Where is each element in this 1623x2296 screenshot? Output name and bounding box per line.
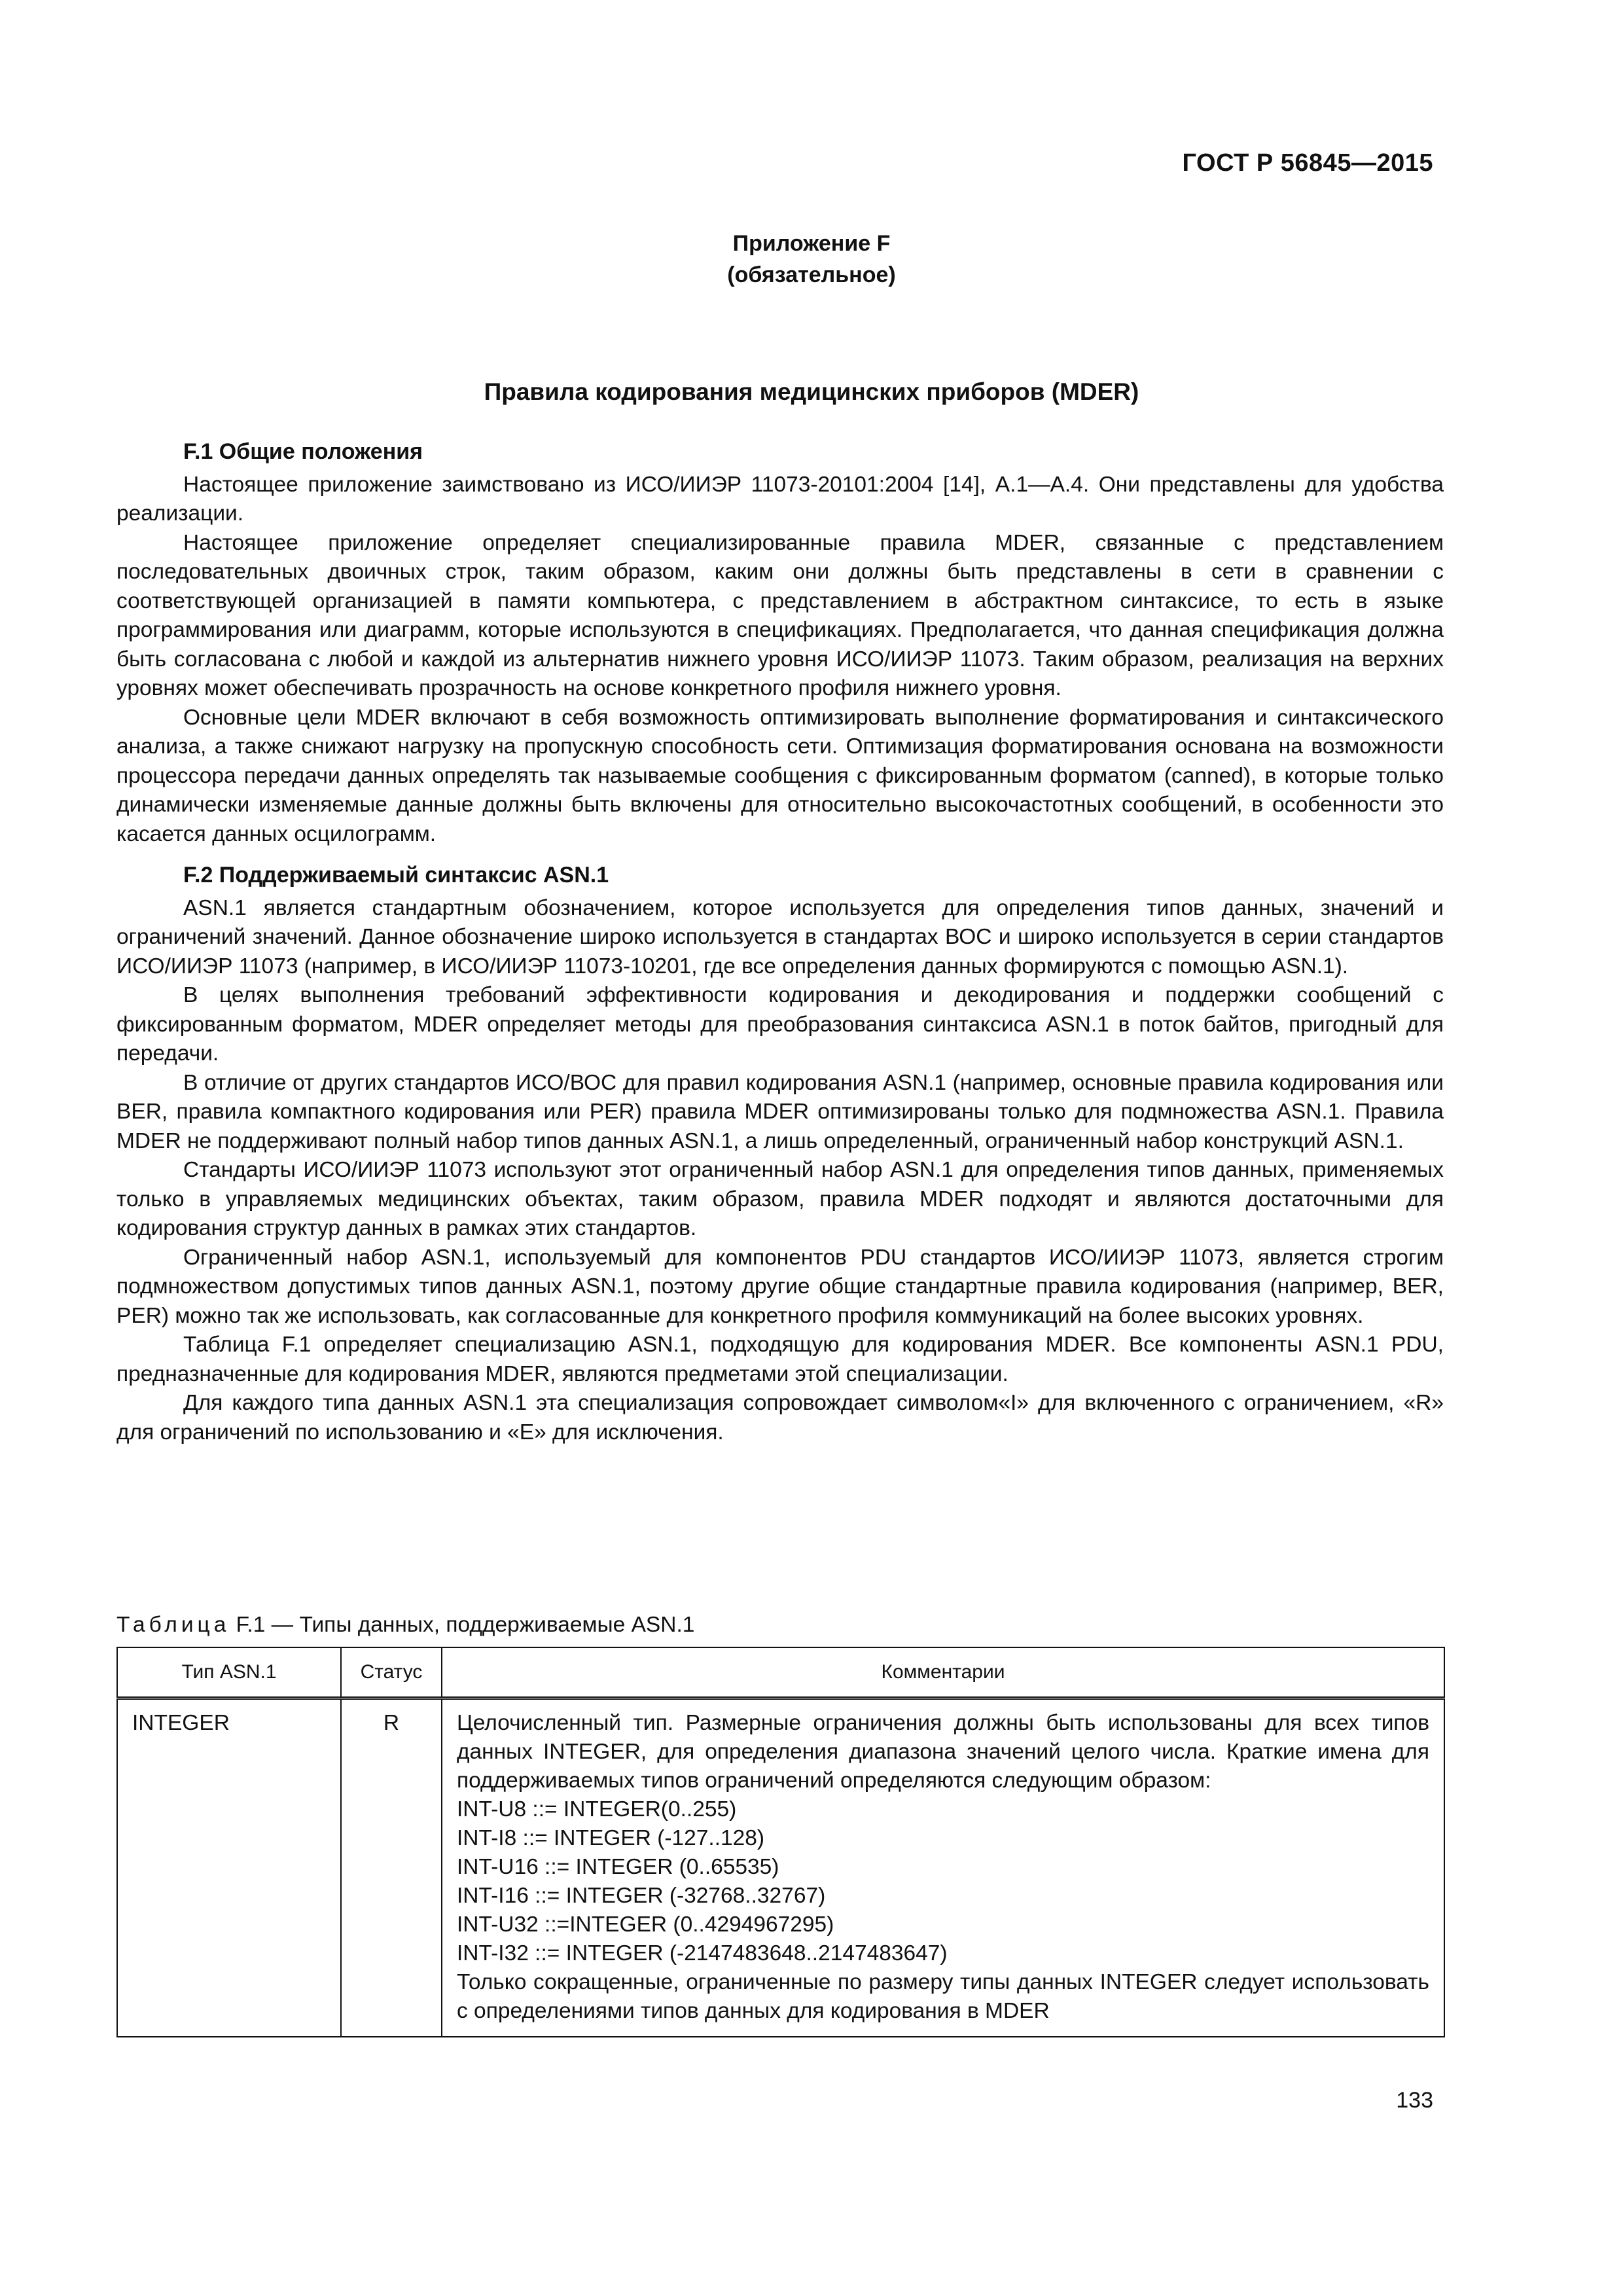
table-header-row	[117, 1647, 1444, 1698]
comment-intro: Целочисленный тип. Размерные ограничения должны быть использованы для всех типов данных INTEGER, для определения диапазона значений целого числа. Краткие имена для поддерживаемых типов ограничений определяются следующим образом:	[457, 1711, 1429, 1793]
cell-comment	[442, 1698, 1444, 2037]
type-definition: INT-U8 ::= INTEGER(0..255)	[457, 1797, 737, 1821]
type-definition: INT-I16 ::= INTEGER (-32768..32767)	[457, 1884, 826, 1908]
appendix-title: Приложение F	[732, 231, 891, 256]
paragraph: Ограниченный набор ASN.1, используемый для компонентов PDU стандартов ИСО/ИИЭР 11073, является строгим подмножеством допустимых типов данных ASN.1, поэтому другие общие стандартные правила кодирования (например, BER, PER) можно так же использовать, как согласованные для конкретного профиля коммуникаций на более высоких уровнях.	[116, 1245, 1444, 1328]
type-definition: INT-I32 ::= INTEGER (-2147483648..2147483647)	[457, 1941, 948, 1965]
table-caption-text: F.1 — Типы данных, поддерживаемые ASN.1	[230, 1613, 695, 1637]
page-number: 133	[1396, 2088, 1433, 2113]
cell-status: R	[341, 1698, 442, 2037]
column-header-status: Статус	[341, 1647, 442, 1698]
document-title: Правила кодирования медицинских приборов (MDER)	[484, 378, 1139, 405]
column-header-type: Тип ASN.1	[117, 1647, 341, 1698]
asn-types-table	[116, 1647, 1445, 2037]
table-caption-prefix: Таблица	[116, 1613, 230, 1637]
column-header-comments: Комментарии	[442, 1647, 1444, 1698]
paragraph: Основные цели MDER включают в себя возможность оптимизировать выполнение форматирования и синтаксического анализа, а также снижают нагрузку на пропускную способность сети. Оптимизация форматирования основана на возможности процессора передачи данных определять так называемые сообщения с фиксированным форматом (canned), в которые только динамически изменяемые данные должны быть включены для относительно высокочастотных сообщений, в особенности это касается данных осцилограмм.	[116, 705, 1444, 846]
paragraph: Для каждого типа данных ASN.1 эта специализация сопровождает символом«I» для включенного с ограничением, «R» для ограничений по использованию и «E» для исключения.	[116, 1391, 1444, 1444]
paragraph: ASN.1 является стандартным обозначением, которое используется для определения типов данных, значений и ограничений значений. Данное обозначение широко используется в стандартах ВОС и широко используется в серии стандартов ИСО/ИИЭР 11073 (например, в ИСО/ИИЭР 11073-10201, где все определения данных формируются с помощью ASN.1).	[116, 895, 1444, 978]
paragraph: В целях выполнения требований эффективности кодирования и декодирования и поддержки сообщений с фиксированным форматом, MDER определяет методы для преобразования синтаксиса ASN.1 в поток байтов, пригодный для передачи.	[116, 983, 1444, 1066]
paragraph: Таблица F.1 определяет специализацию ASN.1, подходящую для кодирования MDER. Все компоненты ASN.1 PDU, предназначенные для кодирования MDER, являются предметами этой специализации.	[116, 1333, 1444, 1386]
section-heading-f1: F.1 Общие положения	[183, 439, 423, 464]
paragraph: Настоящее приложение заимствовано из ИСО/ИИЭР 11073-20101:2004 [14], А.1—А.4. Они представлены для удобства реализации.	[116, 472, 1444, 526]
section-heading-f2: F.2 Поддерживаемый синтаксис ASN.1	[183, 863, 609, 888]
table-caption	[116, 1613, 694, 1638]
appendix-status: (обязательное)	[727, 262, 896, 287]
comment-outro: Только сокращенные, ограниченные по размеру типы данных INTEGER следует использовать с определениями типов данных для кодирования в MDER	[457, 1970, 1429, 2023]
table-row	[117, 1698, 1444, 2037]
appendix-heading	[0, 228, 1623, 291]
cell-type: INTEGER	[117, 1698, 341, 2037]
body-text	[116, 437, 1444, 1447]
paragraph: Стандарты ИСО/ИИЭР 11073 используют этот ограниченный набор ASN.1 для определения типов данных, применяемых только в управляемых медицинских объектах, таким образом, правила MDER подходят и являются достаточными для кодирования структур данных в рамках этих стандартов.	[116, 1158, 1444, 1240]
paragraph: Настоящее приложение определяет специализированные правила MDER, связанные с представлением последовательных двоичных строк, таким образом, каким они должны быть представлены в сети в сравнении с соответствующей организацией в памяти компьютера, с представлением в абстрактном синтаксисе, то есть в языке программирования или диаграмм, которые используются в спецификациях. Предполагается, что данная спецификация должна быть согласована с любой и каждой из альтернатив нижнего уровня ИСО/ИИЭР 11073. Таким образом, реализация на верхних уровнях может обеспечивать прозрачность на основе конкретного профиля нижнего уровня.	[116, 530, 1444, 700]
type-definition: INT-I8 ::= INTEGER (-127..128)	[457, 1826, 765, 1850]
type-definition: INT-U32 ::=INTEGER (0..4294967295)	[457, 1912, 834, 1937]
standard-code: ГОСТ Р 56845—2015	[1182, 149, 1433, 177]
paragraph: В отличие от других стандартов ИСО/ВОС для правил кодирования ASN.1 (например, основные правила кодирования или BER, правила компактного кодирования или PER) правила MDER оптимизированы только для подмножества ASN.1. Правила MDER не поддерживают полный набор типов данных ASN.1, а лишь определенный, ограниченный набор конструкций ASN.1.	[116, 1070, 1444, 1153]
type-definition: INT-U16 ::= INTEGER (0..65535)	[457, 1855, 779, 1879]
